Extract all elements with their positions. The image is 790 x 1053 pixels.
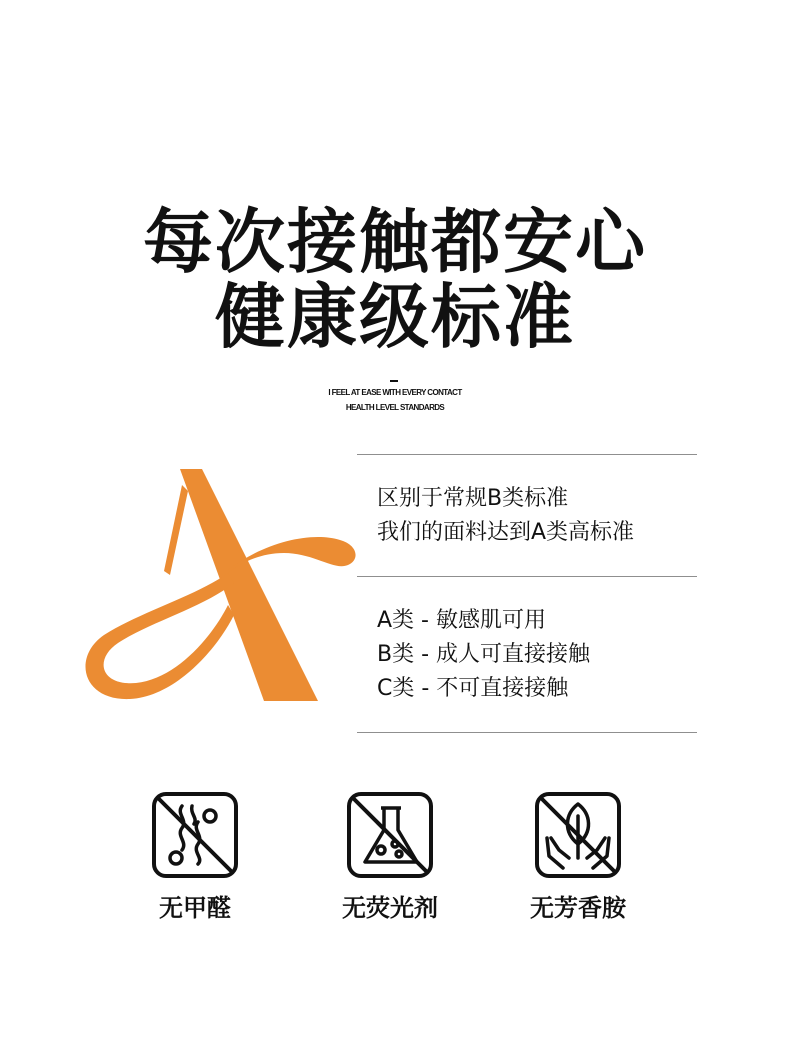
class-line-a: A类 - 敏感肌可用 (377, 608, 546, 633)
headline-line-1: 每次接触都安心 (143, 201, 647, 283)
subtitle-dash (390, 380, 398, 382)
standard-line-2: 我们的面料达到A类高标准 (377, 520, 635, 545)
standard-line-1: 区别于常规B类标准 (377, 486, 569, 511)
class-line-c: C类 - 不可直接接触 (377, 676, 569, 701)
divider-bottom (357, 732, 697, 733)
subtitle-line-2: HEALTH LEVEL STANDARDS (345, 403, 445, 412)
divider-middle (357, 576, 697, 577)
a-grade-letter-icon (78, 465, 358, 705)
class-info (377, 604, 590, 706)
class-line-b: B类 - 成人可直接接触 (377, 642, 591, 667)
no-aromatic-amine-icon (535, 792, 621, 878)
feature-label-3: 无芳香胺 (530, 894, 626, 922)
no-formaldehyde-icon (152, 792, 238, 878)
standard-info (377, 482, 634, 550)
feature-label-1: 无甲醛 (159, 894, 231, 922)
subtitle-line-1: I FEEL AT EASE WITH EVERY CONTACT (328, 388, 462, 397)
feature-label-2: 无荧光剂 (342, 894, 438, 922)
no-fluorescent-agent-icon (347, 792, 433, 878)
divider-top (357, 454, 697, 455)
headline-line-2: 健康级标准 (215, 276, 575, 358)
